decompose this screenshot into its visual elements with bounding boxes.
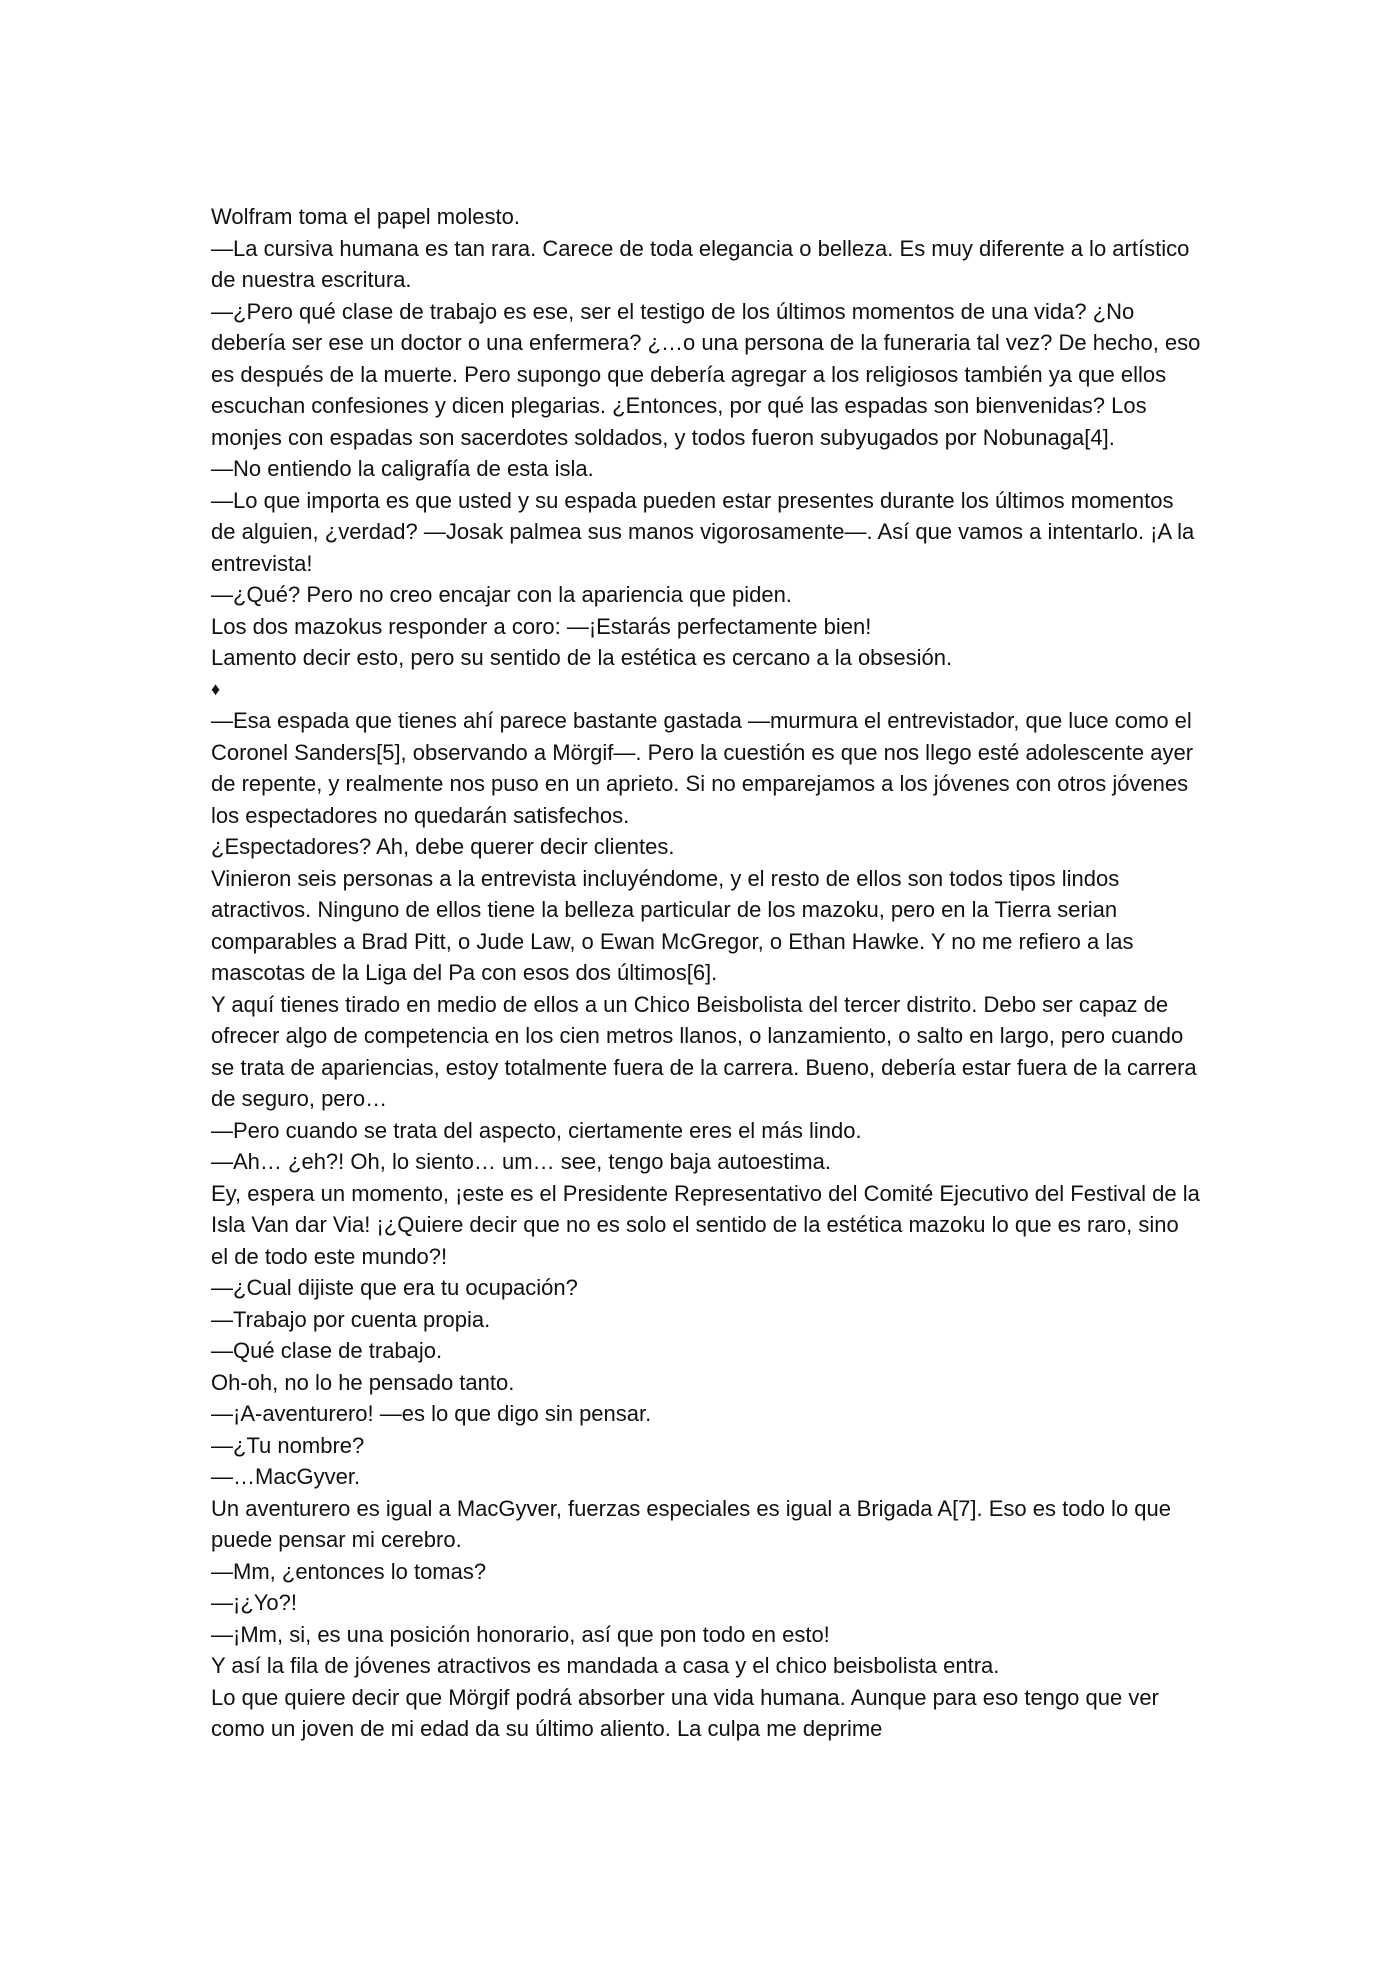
paragraph: Un aventurero es igual a MacGyver, fuerzas especiales es igual a Brigada A[7]. Eso es todo lo que puede pensar mi cerebro. (211, 1495, 1171, 1552)
paragraph: —Ah… ¿eh?! Oh, lo siento… um… see, tengo baja autoestima. (211, 1149, 831, 1174)
paragraph: —…MacGyver. (211, 1464, 361, 1489)
paragraph: —¡¿Yo?! (211, 1590, 298, 1615)
paragraph: Lamento decir esto, pero su sentido de la estética es cercano a la obsesión. (211, 645, 953, 670)
paragraph: ¿Espectadores? Ah, debe querer decir clientes. (211, 834, 675, 859)
paragraph: —Pero cuando se trata del aspecto, ciertamente eres el más lindo. (211, 1117, 862, 1143)
paragraph: —Trabajo por cuenta propia. (211, 1306, 491, 1332)
paragraph: —¿Pero qué clase de trabajo es ese, ser el testigo de los últimos momentos de una vida? ¿No debería ser ese un doctor o una enfermera? ¿…o una persona de la funeraria tal vez? De hecho, eso es después de la muerte. Pero supongo que debería agregar a los religiosos también ya que ellos escuchan confesiones y dicen plegarias. ¿Entonces, por qué las espadas son bienvenidas? Los monjes con espadas son sacerdotes soldados, y todos fueron subyugados por Nobunaga[4]. (211, 298, 1201, 450)
paragraph: Oh-oh, no lo he pensado tanto. (211, 1369, 515, 1395)
paragraph: —Mm, ¿entonces lo tomas? (211, 1558, 487, 1584)
paragraph: —¿Qué? Pero no creo encajar con la apariencia que piden. (211, 582, 792, 607)
scene-separator-diamond: ♦ (211, 678, 221, 699)
document-body (211, 201, 1201, 1745)
paragraph: Vinieron seis personas a la entrevista incluyéndome, y el resto de ellos son todos tipos lindos atractivos. Ninguno de ellos tiene la belleza particular de los mazoku, pero en la Tierra serian comparables a Brad Pitt, o Jude Law, o Ewan McGregor, o Ethan Hawke. Y no me refiero a las mascotas de la Liga del Pa con esos dos últimos[6]. (211, 865, 1134, 985)
paragraph: Ey, espera un momento, ¡este es el Presidente Representativo del Comité Ejecutivo del Festival de la Isla Van dar Via! ¡¿Quiere decir que no es solo el sentido de la estética mazoku lo que es raro, sino el de todo este mundo?! (211, 1180, 1200, 1269)
paragraph: Wolfram toma el papel molesto. (211, 204, 520, 229)
paragraph: Los dos mazokus responder a coro: —¡Estarás perfectamente bien! (211, 613, 872, 639)
paragraph: —Qué clase de trabajo. (211, 1338, 443, 1363)
paragraph: —La cursiva humana es tan rara. Carece de toda elegancia o belleza. Es muy diferente a lo artístico de nuestra escritura. (211, 235, 1190, 292)
paragraph: —¡A-aventurero! —es lo que digo sin pensar. (211, 1401, 652, 1426)
paragraph: —¿Cual dijiste que era tu ocupación? (211, 1275, 578, 1300)
paragraph: —¿Tu nombre? (211, 1432, 365, 1458)
paragraph: —¡Mm, si, es una posición honorario, así que pon todo en esto! (211, 1621, 830, 1647)
paragraph: —Lo que importa es que usted y su espada pueden estar presentes durante los últimos momentos de alguien, ¿verdad? —Josak palmea sus manos vigorosamente—. Así que vamos a intentarlo. ¡A la entrevista! (211, 487, 1195, 576)
paragraph: Lo que quiere decir que Mörgif podrá absorber una vida humana. Aunque para eso tengo que ver como un joven de mi edad da su último aliento. La culpa me deprime (211, 1684, 1159, 1741)
paragraph: Y así la fila de jóvenes atractivos es mandada a casa y el chico beisbolista entra. (211, 1653, 1000, 1678)
paragraph: —Esa espada que tienes ahí parece bastante gastada —murmura el entrevistador, que luce como el Coronel Sanders[5], observando a Mörgif—. Pero la cuestión es que nos llego esté adolescente ayer de repente, y realmente nos puso en un aprieto. Si no emparejamos a los jóvenes con otros jóvenes los espectadores no quedarán satisfechos. (211, 708, 1194, 828)
paragraph: —No entiendo la caligrafía de esta isla. (211, 456, 594, 481)
paragraph: Y aquí tienes tirado en medio de ellos a un Chico Beisbolista del tercer distrito. Debo ser capaz de ofrecer algo de competencia en los cien metros llanos, o lanzamiento, o salto en largo, pero cuando se trata de apariencias, estoy totalmente fuera de la carrera. Bueno, debería estar fuera de la carrera de seguro, pero… (211, 991, 1197, 1111)
